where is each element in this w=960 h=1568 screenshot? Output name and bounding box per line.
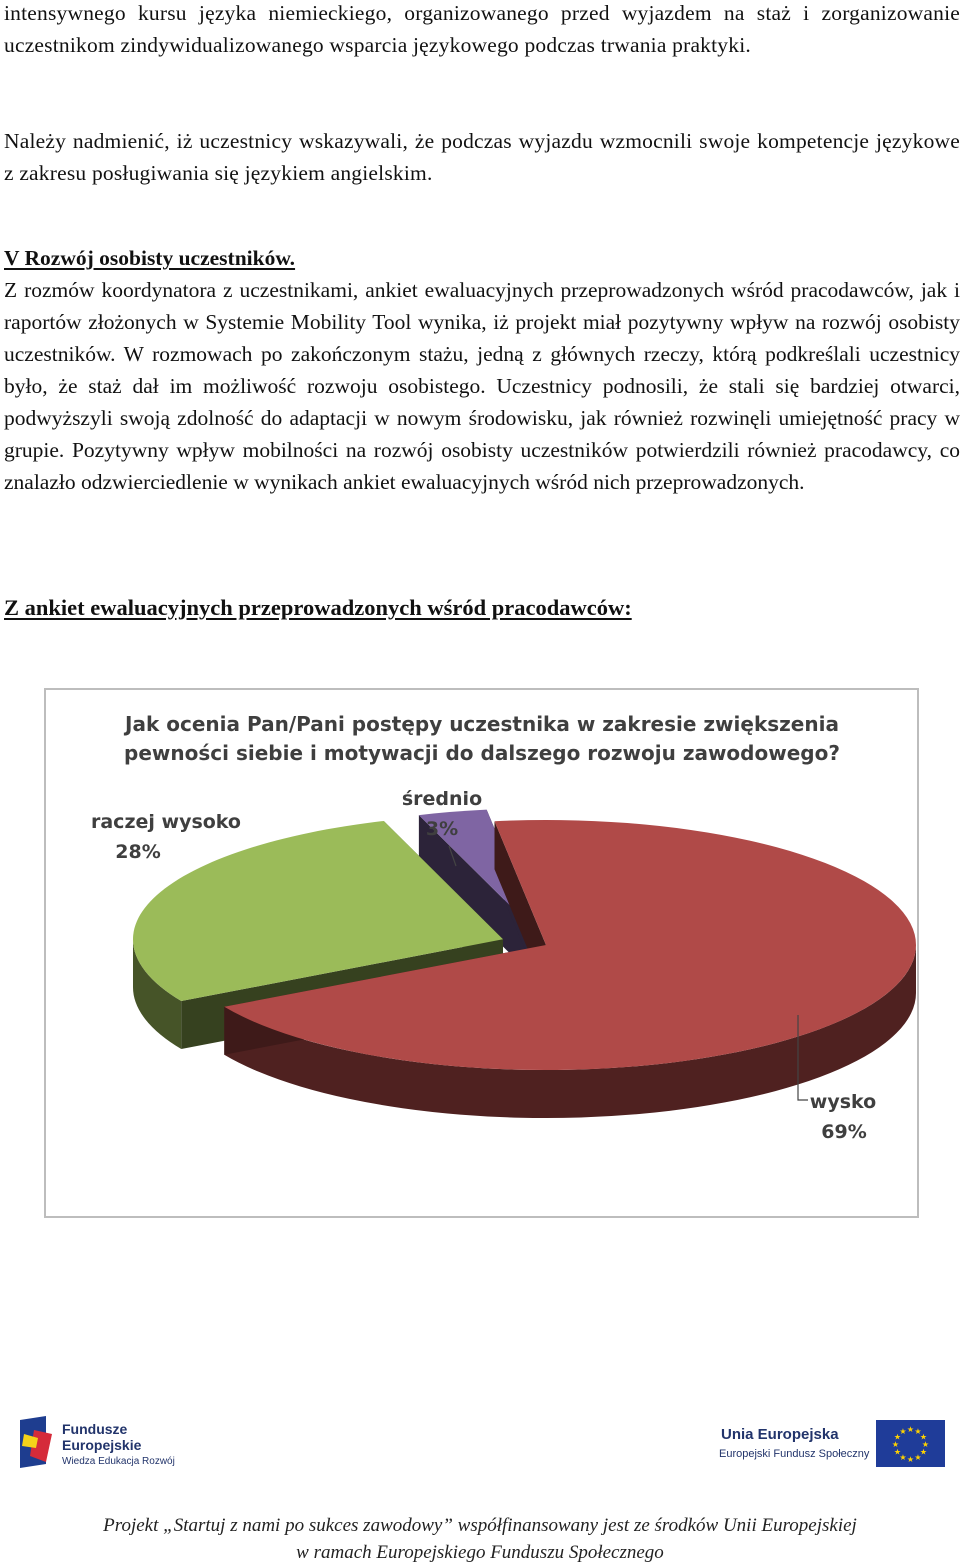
chart-frame bbox=[44, 688, 919, 1218]
section-block bbox=[4, 242, 960, 498]
intro-line-2: i zorganizowanie uczestnikom zindywidualizowanego wsparcia językowego podczas bbox=[4, 1, 960, 57]
eu-star: ★ bbox=[899, 1427, 907, 1437]
eu-star: ★ bbox=[914, 1427, 922, 1437]
eu-star: ★ bbox=[914, 1452, 922, 1462]
footer-line-2: w ramach Europejskiego Funduszu Społecznego bbox=[296, 1542, 664, 1563]
label-wysko: wysko bbox=[809, 1091, 877, 1113]
value-sredni: 3% bbox=[425, 818, 459, 840]
eu-star: ★ bbox=[893, 1432, 902, 1442]
chart-title-line-2: pewności siebie i motywacji do dalszego rozwoju zawodowego? bbox=[124, 741, 840, 765]
fe-logo-line-3: Wiedza Edukacja Rozwój bbox=[62, 1456, 175, 1467]
section-body: Z rozmów koordynatora z uczestnikami, ankiet ewaluacyjnych przeprowadzonych wśród pracodawców, jak i raportów złożonych w Systemie Mobility Tool wynika, iż projekt miał pozytywny wpływ na rozwój osobisty uczestników. W rozmowach po zakończonym stażu, jedną z głównych rzeczy, którą podkreślali uczestnicy było, że staż dał im możliwość rozwoju osobistego. Uczestnicy podnosili, że stali się bardziej otwarci, podwyższyli swoją zdolność do adaptacji w nowym środowisku, jak również rozwinęli umiejętność pracy w grupie. Pozytywny wpływ mobilności na rozwój osobisty uczestników potwierdzili również pracodawcy, co znalazło odzwierciedlenie w wynikach ankiet ewaluacyjnych wśród nich przeprowadzonych. bbox=[4, 278, 960, 494]
footer bbox=[0, 1512, 960, 1566]
intro-paragraph bbox=[4, 0, 960, 61]
intro-line-3: trwania praktyki. bbox=[600, 33, 751, 57]
label-sredni: średnio bbox=[401, 788, 483, 810]
survey-heading: Z ankiet ewaluacyjnych przeprowadzonych wśród pracodawców: bbox=[4, 595, 632, 620]
value-wysko: 69% bbox=[821, 1121, 867, 1143]
eu-star: ★ bbox=[919, 1432, 928, 1442]
section-heading: V Rozwój osobisty uczestników. bbox=[4, 246, 296, 270]
chart-title-line-1: Jak ocenia Pan/Pani postępy uczestnika w zakresie zwiększenia bbox=[125, 712, 839, 736]
eu-star: ★ bbox=[906, 1425, 915, 1434]
eu-star: ★ bbox=[893, 1447, 902, 1457]
eu-star: ★ bbox=[899, 1452, 907, 1462]
intro-line-1: intensywnego kursu języka niemieckiego, organizowanego przed wyjazdem na staż bbox=[4, 1, 792, 25]
eu-star: ★ bbox=[921, 1440, 930, 1449]
eu-star: ★ bbox=[919, 1447, 928, 1457]
label-raczej-wysoko: raczej wysoko bbox=[90, 811, 242, 833]
eu-logo-line-1: Unia Europejska bbox=[721, 1426, 839, 1443]
fe-logo-line-2: Europejskie bbox=[62, 1437, 142, 1453]
value-raczej-wysoko: 28% bbox=[115, 841, 161, 863]
eu-star: ★ bbox=[891, 1440, 900, 1449]
eu-logo bbox=[715, 1418, 947, 1470]
pie-chart bbox=[46, 690, 917, 1216]
footer-line-1: Projekt „Startuj z nami po sukces zawodowy” współfinansowany jest ze środków Unii Europejskiej bbox=[103, 1515, 857, 1536]
eu-star: ★ bbox=[906, 1455, 915, 1464]
eu-logo-line-2: Europejski Fundusz Społeczny bbox=[719, 1448, 870, 1460]
fe-logo-line-1: Fundusze bbox=[62, 1421, 128, 1437]
fundusze-europejskie-logo bbox=[16, 1412, 196, 1472]
language-note: Należy nadmienić, iż uczestnicy wskazywali, że podczas wyjazdu wzmocnili swoje kompetencje językowe z zakresu posługiwania się językiem angielskim. bbox=[4, 129, 960, 185]
